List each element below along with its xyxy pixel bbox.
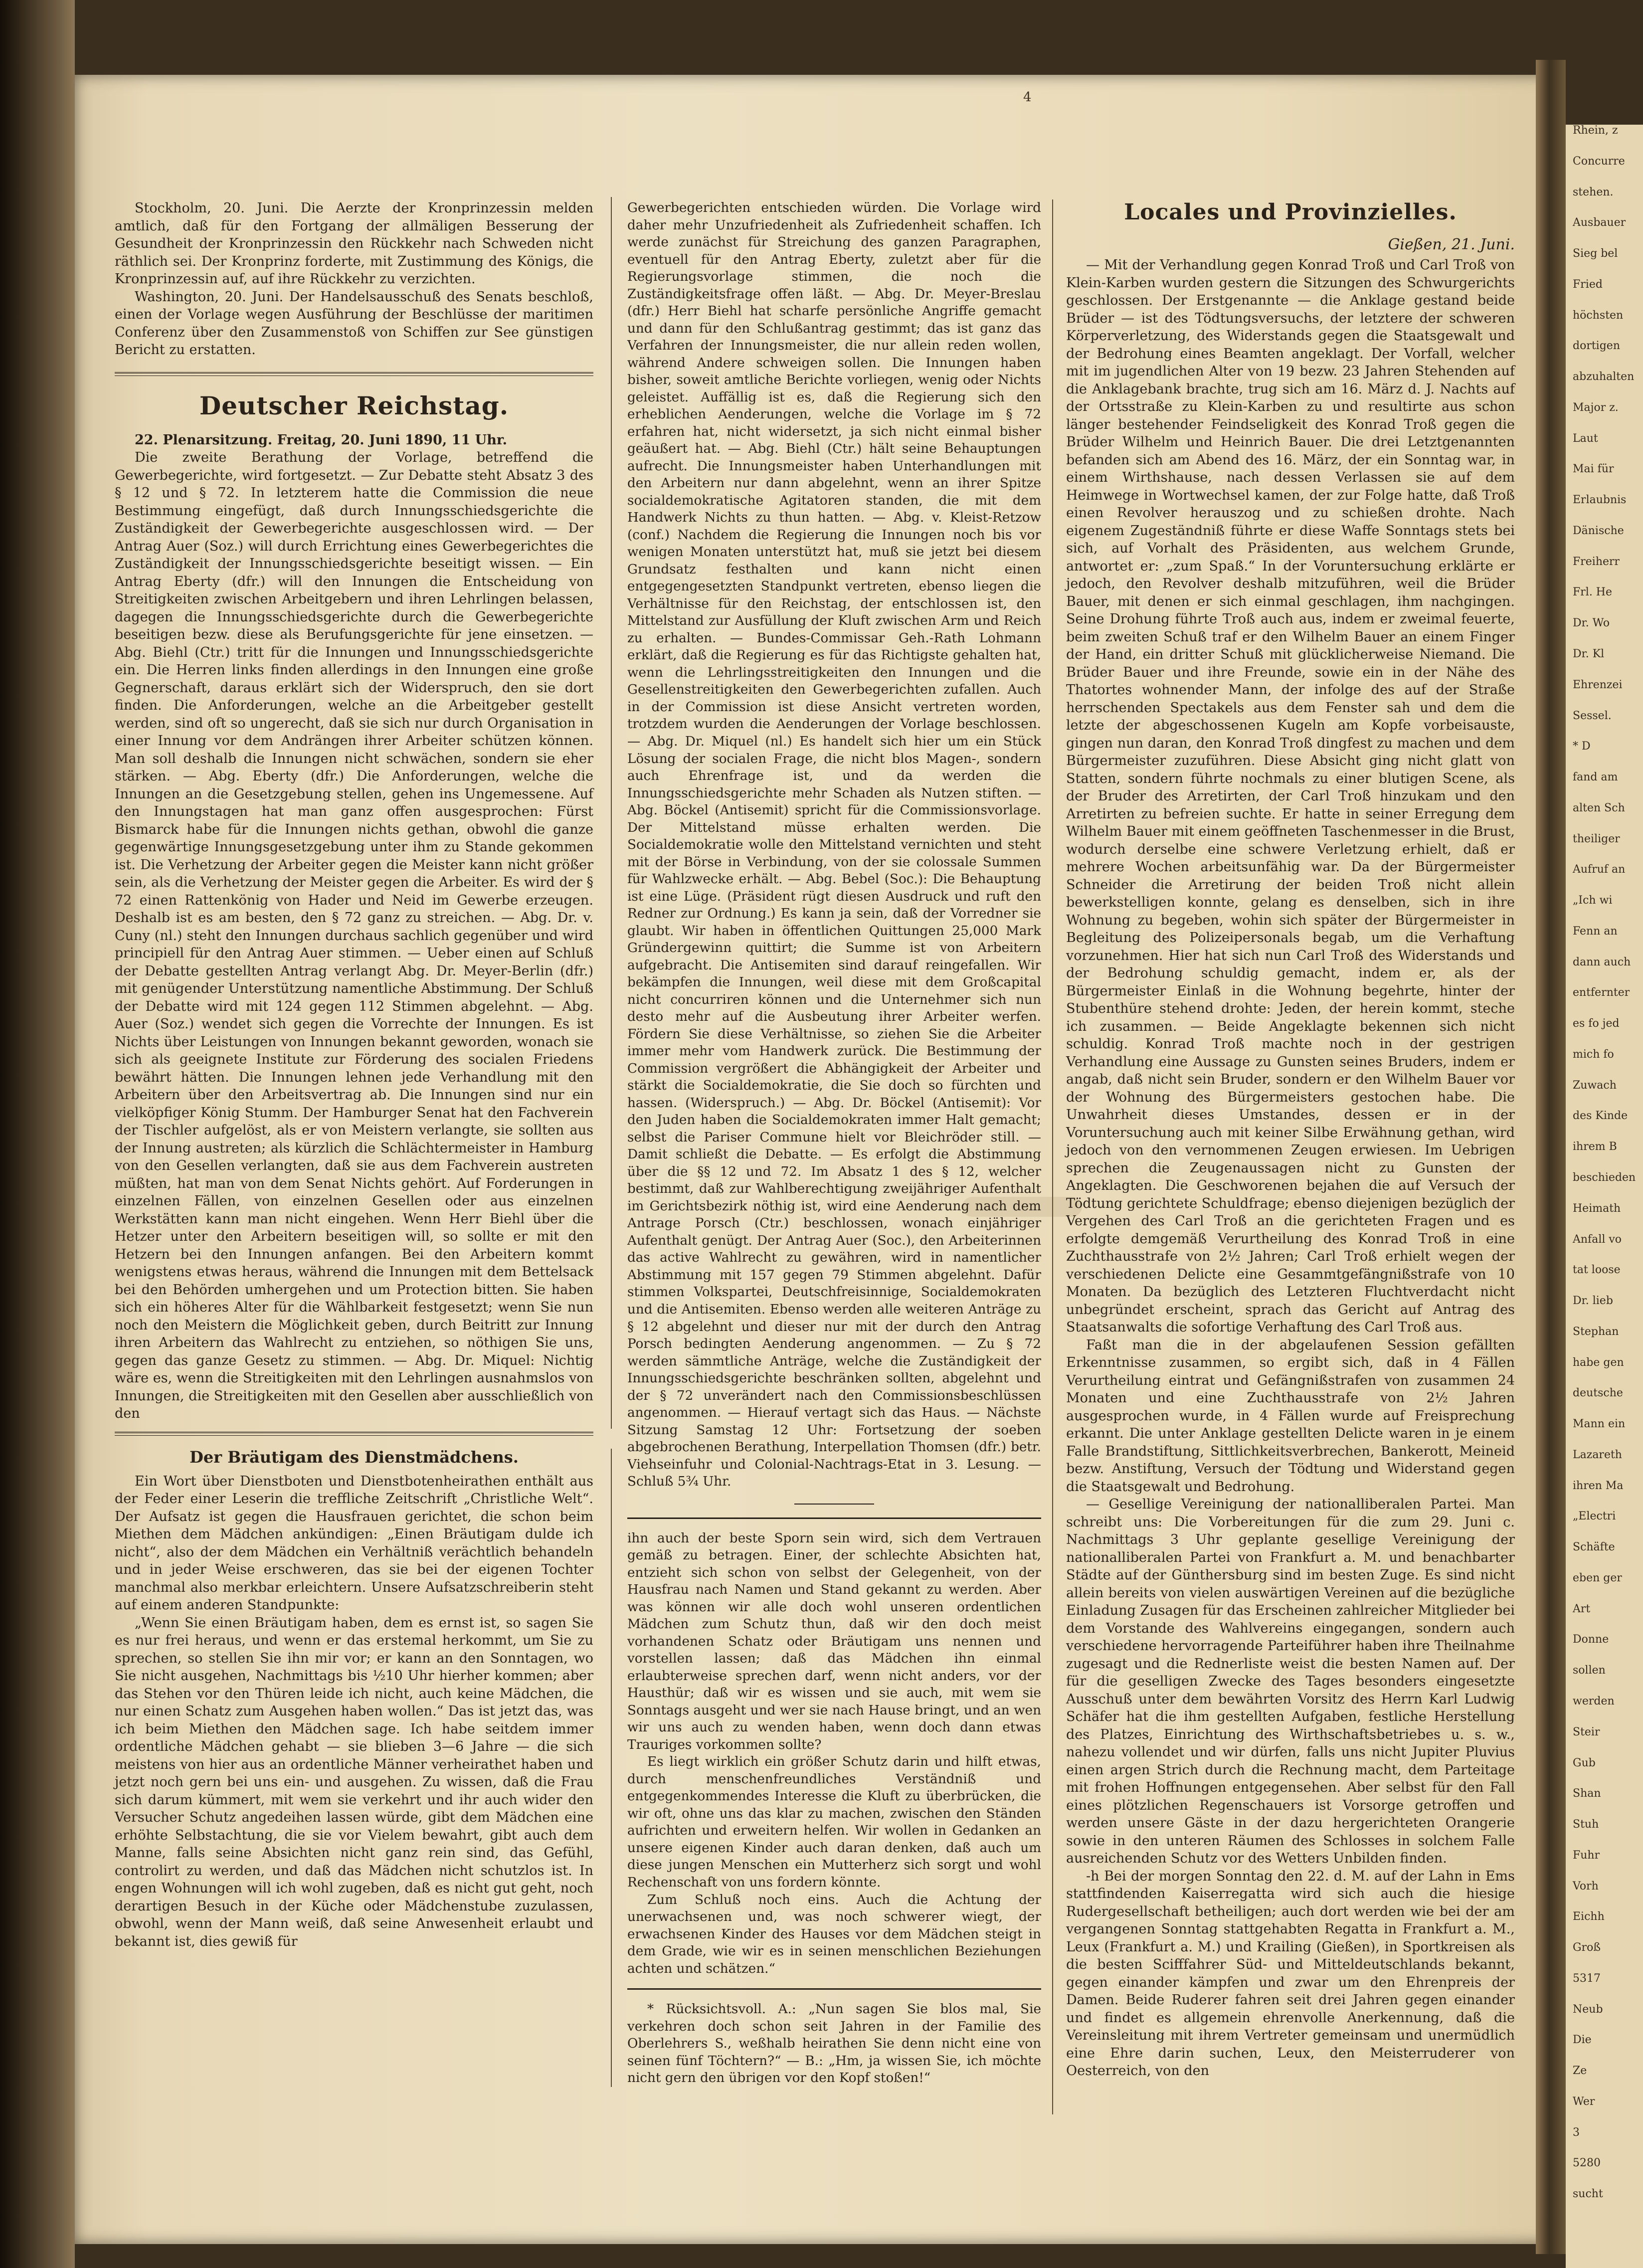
braeutigam-quote: „Wenn Sie einen Bräutigam haben, dem es ernst ist, so sagen Sie es nur frei heraus, und wenn er das erstemal herkommt, um Sie zu sprechen, so stellen Sie ihn mir vor; er kann an den Sonntagen, wo Sie nicht ausgehen, Nachmittags bis ½10 Uhr hierher kommen; aber das Stehen vor den Thüren leide ich nicht, auch keine Mädchen, die nur einen Schatz zum Ausgehen haben wollen.“ Das ist jetzt das, was ich beim Miethen den Mädchen sage. Ich habe seitdem immer ordentliche Mädchen gehabt — sie blieben 3—6 Jahre — die sich meistens von hier aus an ordentliche Männer verheirathet haben und jetzt noch gern bei uns ein- und ausgehen. Zu wissen, daß die Frau sich darum kümmert, mit wem sie verkehrt und ihr auch wider den Versucher Schutz angedeihen lassen würde, gibt dem Mädchen eine erhöhte Selbstachtung, die sie vor Vielem bewahrt, gibt auch dem Manne, falls seine Absichten nicht ganz rein sind, das Gefühl, controlirt zu werden, und daß das Mädchen nicht schutzlos ist. In engen Wohnungen will ich wohl zugeben, daß es nicht gut geht, noch derartigen Besuch in der Küche oder Mädchenstube zuzulassen, obwohl, wenn der Mann weiß, daß seine Anwesenheit erlaubt und bekannt ist, dies gewiß für [115, 1615, 593, 1949]
adjacent-page-line: Heimath [1573, 1202, 1621, 1215]
braeutigam-schluss: Zum Schluß noch eins. Auch die Achtung der unerwachsenen und, was noch schwerer wiegt, der erwachsenen Kinder des Hauses vor dem Mädchen steigt in dem Grade, wie wir es in seinen menschlichen Beziehungen achten und schätzen.“ [627, 1892, 1041, 1976]
adjacent-page-line: stehen. [1573, 186, 1614, 198]
adjacent-page-line: Aufruf an [1573, 863, 1626, 876]
adjacent-page-line: Eichh [1573, 1910, 1605, 1923]
adjacent-page-fragment [1566, 125, 1643, 2268]
column-1 [115, 199, 593, 1950]
adjacent-page-line: werden [1573, 1695, 1615, 1707]
article-schwurgericht: — Mit der Verhandlung gegen Konrad Troß und Carl Troß von Klein-Karben wurden gestern die Sitzungen des Schwurgerichts geschlossen. Der Erstgenannte — die Anklage gestand beide Brüder — ist des Tödtungsversuchs, der letztere der schweren Körperverletzung, des Widerstands gegen die Staatsgewalt und der Bedrohung eines Beamten angeklagt. Der Vorfall, welcher mit im jugendlichen Alter von 19 bezw. 23 Jahren Stehenden auf die Anklagebank brachte, trug sich am 16. März d. J. Nachts auf der Ortsstraße zu Klein-Karben zu und resultirte aus schon länger bestehender Feindseligkeit des Konrad Troß gegen die Brüder Wilhelm und Heinrich Bauer. Die drei Letztgenannten befanden sich am Abend des 16. März, der ein Sonntag war, in einem Wirthshause, nach dessen Verlassen sie auf dem Heimwege in Wortwechsel kamen, der zur Folge hatte, daß Troß einen Revolver herauszog und zu schießen drohte. Nach eigenem Zugeständniß führte er diese Waffe Sonntags stets bei sich, auf Vorhalt des Präsidenten, aus welchem Grunde, antwortet er: „zum Spaß.“ In der Voruntersuchung erklärte er jedoch, den Revolver deshalb mitzuführen, weil die Brüder Bauer, mit denen er sich einmal geschlagen, ihm nachgingen. Seine Drohung führte Troß auch aus, indem er zweimal feuerte, beim zweiten Schuß traf er den Wilhelm Bauer an einem Finger der Hand, ein dritter Schuß mit glücklicherweise Niemand. Die Brüder Bauer und ihre Freunde, sowie ein in der Nähe des Thatortes wohnender Mann, der infolge des auf der Straße herrschenden Spectakels aus dem Fenster sah und dem die letzte der abgeschossenen Kugeln am Kopfe vorbeisauste, gingen nun daran, den Konrad Troß dingfest zu machen und dem Bürgermeister zuzuführen. Diese Absicht ging nicht glatt von Statten, sondern führte nochmals zu einer blutigen Scene, als der Bruder des Arretirten, der Carl Troß hinzukam und den Arretirten zu befreien suchte. Er hatte in seiner Erregung dem Wilhelm Bauer mit einem geöffneten Taschenmesser in die Brust, wodurch derselbe eine schwere Verletzung erhielt, daß er mehrere Wochen arbeitsunfähig war. Da der Bürgermeister Schneider die Arretirung der beiden Troß nicht allein bewerkstelligen konnte, gelang es denselben, sich in ihre Wohnung zu begeben, wohin sich später der Bürgermeister in Begleitung des Polizeipersonals begab, um die Verhaftung vorzunehmen. Hier hat sich nun Carl Troß des Widerstands und der Bedrohung schuldig gemacht, indem er, als der Bürgermeister Einlaß in die Wohnung begehrte, hinter der Stubenthüre stehend drohte: Jeden, der herein kommt, steche ich zusammen. — Beide Angeklagte bekennen sich nicht schuldig. Konrad Troß machte noch in der gestrigen Verhandlung eine Aussage zu Gunsten seines Bruders, indem er angab, daß nicht sein Bruder, sondern er den Wilhelm Bauer vor der Wohnung des Bürgermeisters gestochen habe. Die Unwahrheit dieses Umstandes, dessen er in der Voruntersuchung auch mit keiner Silbe Erwähnung gethan, wird jedoch von den vernommenen Zeugen erwiesen. Im Uebrigen sprechen die Zeugenaussagen nicht zu Gunsten der Angeklagten. Die Geschworenen bejahen die auf Versuch der Tödtung gerichtete Schuldfrage; ebenso diejenigen bezüglich der Vergehen des Carl Troß an die gerichteten Fragen und es erfolgte demgemäß Verurtheilung des Konrad Troß in eine Zuchthausstrafe von 2½ Jahren; Carl Troß erhielt wegen der verschiedenen Delicte eine Gesammtgefängnißstrafe von 10 Monaten. Da bezüglich des Letzteren Fluchtverdacht nicht unbegründet erscheint, sprach das Gericht auf Antrag des Staatsanwalts die sofortige Verhaftung des Carl Troß aus. [1066, 257, 1515, 1335]
braeutigam-continued: ihn auch der beste Sporn sein wird, sich dem Vertrauen gemäß zu betragen. Einer, der schlechte Absichten hat, entzieht sich schon von selbst der Gelegenheit, von der Hausfrau nach Namen und Stand gekannt zu werden. Aber was können wir alle doch wohl unseren ordentlichen Mädchen zum Schutz thun, daß wir den doch meist vorhandenen Schatz oder Bräutigam uns nennen und vorstellen lassen; daß das Mädchen ihn einmal erlaubterweise sprechen darf, wenn nicht anders, vor der Hausthür; daß wir es wissen und sie auch, mit wem sie Sonntags ausgeht und wer sie nach Hause bringt, und an wen wir uns auch zu wenden haben, wenn doch dann etwas Trauriges vorkommen sollte? [627, 1530, 1041, 1752]
adjacent-page-line: Fuhr [1573, 1849, 1600, 1862]
adjacent-page-line: Laut [1573, 432, 1598, 445]
adjacent-page-line: sollen [1573, 1664, 1606, 1677]
column-2 [627, 199, 1041, 2087]
article-session-summary: Faßt man die in der abgelaufenen Session gefällten Erkenntnisse zusammen, so ergibt sich, daß in 4 Fällen Verurtheilung eintrat und Gefängnißstrafen von zusammen 24 Monaten und eine Zuchthausstrafe von 2½ Jahren ausgesprochen wurde, in 4 Fällen wurde auf Freisprechung erkannt. Die unter Anklage gestellten Delicte waren in je einem Falle Brandstiftung, Sittlichkeitsverbrechen, Bankerott, Meineid bezw. Anstiftung, Versuch der Tödtung und Widerstand gegen die Staatsgewalt und Bedrohung. [1066, 1337, 1515, 1495]
book-gutter [1536, 60, 1566, 2254]
reichstag-report-continued: Gewerbegerichten entschieden würden. Die Vorlage wird daher mehr Unzufriedenheit als Zufriedenheit schaffen. Ich werde zunächst für Streichung des ganzen Paragraphen, eventuell für den Antrag Eberty, zuletzt aber für die Regierungsvorlage stimmen, die noch die Zuständigkeitsfrage offen läßt. — Abg. Dr. Meyer-Breslau (dfr.) Herr Biehl hat scharfe persönliche Angriffe gemacht und dann für den Schlußantrag gestimmt; das ist ganz das Verfahren der Innungsmeister, die nur allein reden wollen, während Andere schweigen sollen. Die Innungen haben bisher, soweit amtliche Berichte vorliegen, wenig oder Nichts geleistet. Auffällig ist es, daß die Regierung sich den erheblichen Aenderungen, welche die Vorlage im § 72 erfahren hat, nicht widersetzt, ja sich nicht einmal bisher geäußert hat. — Abg. Biehl (Ctr.) hält seine Behauptungen aufrecht. Die Innungsmeister haben Unterhandlungen mit den Arbeitern nur dann abgelehnt, wenn an ihrer Spitze socialdemokratische Agitatoren standen, die mit dem Handwerk Nichts zu thun hatten. — Abg. v. Kleist-Retzow (conf.) Nachdem die Regierung die Innungen noch bis vor wenigen Monaten unterstützt hat, muß sie jetzt bei diesem Grundsatz festhalten und kann nicht einen entgegengesetzten Standpunkt vertreten, ebenso liegen die Verhältnisse für den Reichstag, der entschlossen ist, den Mittelstand zur Ausfüllung der Kluft zwischen Arm und Reich zu erhalten. — Bundes-Commissar Geh.-Rath Lohmann erklärt, daß die Regierung es für das Richtigste gehalten hat, wenn die Lehrlingsstreitigkeiten den Innungen und die Gesellenstreitigkeiten den Gewerbegerichten zufallen. Auch in der Commission ist diese Ansicht vertreten worden, trotzdem wurden die Aenderungen der Vorlage beschlossen. — Abg. Dr. Miquel (nl.) Es handelt sich hier um ein Stück Lösung der socialen Frage, die nicht blos Magen-, sondern auch Ehrenfrage ist, und da werden die Innungsschiedsgerichte mehr Schaden als Nutzen stiften. — Abg. Böckel (Antisemit) spricht für die Commissionsvorlage. Der Mittelstand müsse erhalten werden. Die Socialdemokratie wolle den Mittelstand vernichten und steht mit der Börse in Verbindung, von der sie colossale Summen für Wahlzwecke erhält. — Abg. Bebel (Soc.): Die Behauptung ist eine Lüge. (Präsident rügt diesen Ausdruck und ruft den Redner zur Ordnung.) Es kann ja sein, daß der Vorredner sie glaubt. Wir haben in öffentlichen Quittungen 25,000 Mark Gründergewinn quittirt; die Summe ist von Arbeitern aufgebracht. Die Antisemiten sind darauf reingefallen. Wir bekämpfen die Innungen, weil diese mit dem Großcapital nicht concurriren können und die Unternehmer sich nun desto mehr auf die Ausbeutung ihrer Arbeiter werfen. Fördern Sie diese Verhältnisse, so ziehen Sie die Arbeiter immer mehr vom Handwerk zurück. Die Bestimmung der Commission vergrößert die Abhängigkeit der Arbeiter und stärkt die Socialdemokratie, die Sie doch so fürchten und hassen. (Widerspruch.) — Abg. Dr. Böckel (Antisemit): Vor den Juden haben die Socialdemokraten immer Halt gemacht; selbst die Pariser Commune hielt vor Bleichröder still. — Damit schließt die Debatte. — Es erfolgt die Abstimmung über die §§ 12 und 72. Im Absatz 1 des § 12, welcher bestimmt, daß zur Wahlberechtigung zweijähriger Aufenthalt im Gerichtsbezirk nöthig ist, wird eine Aenderung nach dem Antrage Porsch (Ctr.) beschlossen, wonach einjähriger Aufenthalt genügt. Der Antrag Auer (Soc.), den Arbeiterinnen das active Wahlrecht zu gewähren, wird in namentlicher Abstimmung mit 157 gegen 79 Stimmen abgelehnt. Dafür stimmen Volkspartei, Deutschfreisinnige, Socialdemokraten und die Antisemiten. Ebenso werden alle weiteren Anträge zu § 12 abgelehnt und dieser nur mit der durch den Antrag Porsch bedingten Aenderung angenommen. — Zu § 72 werden sämmtliche Anträge, welche die Zuständigkeit der Innungsschiedsgerichte beschränken sollten, abgelehnt und der § 72 unverändert nach den Commissionsbeschlüssen angenommen. — Hierauf vertagt sich das Haus. — Nächste Sitzung Samstag 12 Uhr: Fortsetzung der soeben abgebrochenen Berathung, Interpellation Thomsen (dfr.) betr. Viehseinfuhr und Colonial-Nachtrags-Etat in 3. Lesung. — Schluß 5¾ Uhr. [627, 200, 1041, 1490]
adjacent-page-line: tat loose [1573, 1264, 1621, 1277]
adjacent-page-line: alten Sch [1573, 801, 1625, 814]
adjacent-page-line: Ehrenzei [1573, 678, 1623, 691]
article-stockholm: Stockholm, 20. Juni. Die Aerzte der Kronprinzessin melden amtlich, daß für den Fortgang der allmäligen Besserung der Gesundheit der Kronprinzessin den Rückkehr nach Schweden nicht räthlich sei. Der Kronprinz forderte, mit Zustimmung des Königs, die Kronprinzessin auf, auf ihre Rückkehr zu verzichten. [115, 200, 593, 287]
adjacent-page-line: Steir [1573, 1725, 1600, 1738]
adjacent-page-line: Mai für [1573, 463, 1614, 476]
adjacent-page-line: habe gen [1573, 1356, 1624, 1369]
adjacent-page-line: abzuhalten [1573, 371, 1635, 383]
adjacent-page-line: entfernter [1573, 986, 1630, 999]
adjacent-page-line: sucht [1573, 2188, 1603, 2201]
adjacent-page-line: Schäfte [1573, 1541, 1615, 1554]
adjacent-page-line: Vorh [1573, 1880, 1599, 1892]
adjacent-page-line: Mann ein [1573, 1418, 1626, 1431]
adjacent-page-line: Groß [1573, 1941, 1601, 1954]
adjacent-page-line: deutsche [1573, 1387, 1623, 1400]
article-kaiserregatta: -h Bei der morgen Sonntag den 22. d. M. auf der Lahn in Ems stattfindenden Kaiserregatta wird sich auch die hiesige Rudergesellschaft betheiligen; auch dort werden wie bei der am vergangenen Sonntag stattgehabten Regatta in Frankfurt a. M., Leux (Frankfurt a. M.) und Krailing (Gießen), in Sportkreisen als die besten Scifffahrer Süd- und Mitteldeutschlands bekannt, gegen einander kämpfen und zwar um den Ehrenpreis der Damen. Beide Ruderer fahren seit drei Jahren gegen einander und findet es allgemein ehrenvolle Anerkennung, daß die Vereinsleitung mit ihrem Vertreter gemeinsam und unermüdlich eine Ehre darin suchen, Leux, den Meisterruderer von Oesterreich, von den [1066, 1868, 1515, 2079]
adjacent-page-line: Concurre [1573, 155, 1625, 168]
adjacent-page-line: 3 [1573, 2126, 1580, 2139]
adjacent-page-line: dortigen [1573, 340, 1620, 353]
adjacent-page-line: Anfall vo [1573, 1233, 1622, 1246]
adjacent-page-line: höchsten [1573, 309, 1624, 322]
adjacent-page-line: fand am [1573, 771, 1618, 784]
column-rule-1 [611, 197, 612, 1429]
adjacent-page-line: Dänische [1573, 524, 1624, 537]
section-rule [115, 1432, 593, 1436]
adjacent-page-line: Zuwach [1573, 1079, 1617, 1092]
dateline: Gießen, 21. Juni. [1388, 236, 1515, 253]
section-rule [115, 372, 593, 376]
article-nationalliberale: — Gesellige Vereinigung der nationalliberalen Partei. Man schreibt uns: Die Vorbereitungen für die zum 29. Juni c. Nachmittags 3 Uhr geplante gesellige Vereinigung der nationalliberalen Partei von Frankfurt a. M. und benachbarter Städte auf der Günthersburg sind im besten Zuge. Es sind nicht allein bereits von vielen auswärtigen Vereinen auf die bezügliche Einladung Zusagen für das Erscheinen zahlreicher Mitglieder bei dem Vorstande des Wahlvereins eingegangen, sondern auch verschiedene hervorragende Parteiführer haben ihre Theilnahme zugesagt und die Rednerliste weist die besten Namen auf. Der für die geselligen Zwecke des Tages besonders eingesetzte Ausschuß unter dem bewährten Vorsitz des Herrn Karl Ludwig Schäfer hat die ihm gestellten Aufgaben, festliche Herstellung des Platzes, Einrichtung des Wirthschaftsbetriebes u. s. w., nahezu vollendet und wir dürfen, falls uns nicht Jupiter Pluvius einen argen Strich durch die Rechnung macht, dem Parteitage mit frohen Hoffnungen entgegensehen. Aber selbst für den Fall eines plötzlichen Regenschauers ist Vorsorge getroffen und werden unsere Gäste in der dazu hergerichteten Orangerie sowie in den unteren Räumen des Schlosses in solchem Falle ausreichenden Schutz vor des Wetters Unbilden finden. [1066, 1497, 1515, 1866]
adjacent-page-line: Sieg bel [1573, 247, 1618, 260]
adjacent-page-line: dann auch [1573, 955, 1631, 968]
adjacent-page-line: Dr. Kl [1573, 648, 1605, 660]
braeutigam-intro: Ein Wort über Dienstboten und Dienstbotenheirathen enthält aus der Feder einer Leserin die treffliche Zeitschrift „Christliche Welt“. Der Aufsatz ist gegen die Hausfrauen gerichtet, die schon beim Miethen dem Mädchen ankündigen: „Einen Bräutigam dulde ich nicht“, also der dem Mädchen ein Verhältniß verächtlich behandeln und in jeder Weise erschweren, das sie bei der eigenen Tochter manchmal also merkbar erleichtern. Unsere Aufsatzschreiberin steht auf einem anderen Standpunkte: [115, 1473, 593, 1613]
adjacent-page-line: Die [1573, 2034, 1592, 2047]
reichstag-heading: Deutscher Reichstag. [199, 390, 509, 420]
short-rule [794, 1504, 874, 1505]
adjacent-page-line: Stuh [1573, 1818, 1599, 1831]
adjacent-page-line: „Electri [1573, 1510, 1616, 1523]
adjacent-page-line: Art [1573, 1602, 1591, 1615]
adjacent-page-line: Donne [1573, 1633, 1609, 1646]
adjacent-page-line: Frl. He [1573, 586, 1613, 599]
adjacent-page-line: Sessel. [1573, 709, 1612, 722]
column-rule-1-lower [611, 1449, 612, 2087]
adjacent-page-line: Stephan [1573, 1325, 1619, 1338]
reichstag-report: Die zweite Berathung der Vorlage, betreffend die Gewerbegerichte, wird fortgesetzt. — Zur Debatte steht Absatz 3 des § 12 und § 72. In letzterem hatte die Commission die neue Bestimmung eingefügt, daß durch Innungsschiedsgerichte die Zuständigkeit der Gewerbegerichte ausgeschlossen wird. — Der Antrag Auer (Soz.) will durch Errichtung eines Gewerbegerichtes die Zuständigkeit der Innungsschiedsgerichte beseitigt wissen. — Ein Antrag Eberty (dfr.) will den Innungen die Entscheidung von Streitigkeiten zwischen Arbeitgebern und ihren Lehrlingen belassen, dagegen die Innungsschiedsgerichte durch die Gewerbegerichte beseitigen bezw. diese als Berufungsgerichte für jene einsetzen. — Abg. Biehl (Ctr.) tritt für die Innungen und Innungsschiedsgerichte ein. Die Herren links finden allerdings in den Innungen eine große Gegnerschaft, daraus erklärt sich der Widerspruch, den sie dort finden. Die Anforderungen, welche an die Arbeitgeber gestellt werden, sind oft so ungerecht, daß sie sich nur durch Organisation in einer Innung vor dem Andrängen ihrer Arbeiter schützen können. Man soll deshalb die Innungen nicht schwächen, sondern sie eher stärken. — Abg. Eberty (dfr.) Die Anforderungen, welche die Innungen an die Gesetzgebung stellen, gehen ins Ungemessene. Auf den Innungstagen hat man ganz offen ausgesprochen: Fürst Bismarck habe für die Innungen nichts gethan, obwohl die ganze gegenwärtige Innungsgesetzgebung unter ihm zu Stande gekommen ist. Die Verhetzung der Arbeiter gegen die Meister kann nicht größer sein, als die Verhetzung der Meister gegen die Arbeiter. Es wird der § 72 einen Rattenkönig von Hader und Neid im Gewerbe erzeugen. Deshalb ist es am besten, den § 72 ganz zu streichen. — Abg. Dr. v. Cuny (nl.) steht den Innungen durchaus sachlich gegenüber und wird principiell für den Antrag Auer stimmen. — Ueber einen auf Schluß der Debatte gestellten Antrag verlangt Abg. Dr. Meyer-Berlin (dfr.) mit genügender Unterstützung namentliche Abstimmung. Der Schluß der Debatte wird mit 124 gegen 112 Stimmen abgelehnt. — Abg. Auer (Soz.) wendet sich gegen die Vorrechte der Innungen. Es ist Nichts über Leistungen von Innungen bekannt geworden, wonach sie sich als geeignete Institute zur Förderung des socialen Friedens bewährt hätten. Die Innungen lehnen jede Verhandlung mit den Arbeitern über den Arbeitsvertrag ab. Die Innungen sind nur ein vielköpfiger König Stumm. Der Hamburger Senat hat den Fachverein der Tischler aufgelöst, als er von Meistern verlangte, sie sollten aus der Innung austreten; als kürzlich die Schlächtermeister in Hamburg von den Gesellen verlangten, daß sie aus dem Fachverein austreten müßten, hat man von dem Senat Nichts gehört. Auf Forderungen in einzelnen Fällen, von einzelnen Gesellen oder aus einzelnen Werkstätten kann man nicht eingehen. Wenn Herr Biehl über die Hetzer unter den Arbeitern beseitigen will, so sollte er mit den Hetzern bei den Innungen anfangen. Bei den Arbeitern kommt wenigstens etwas heraus, während die Innungen mit dem Bettelsack bei den Behörden umhergehen und um Protection bitten. Sie haben sich ein höheres Alter für die Wählbarkeit festgesetzt; wenn Sie nun noch den Meistern die Möglichkeit geben, durch Beitritt zur Innung ihren Arbeitern das Wahlrecht zu entziehen, so nöthigen Sie uns, gegen das ganze Gesetz zu stimmen. — Abg. Dr. Miquel: Nichtig wäre es, wenn die Streitigkeiten mit den Lehrlingen ausnahmslos von Innungen, die Streitigkeiten mit den Gesellen aber ausschließlich von den [115, 450, 593, 1421]
page-marker: 4 [1023, 90, 1032, 105]
adjacent-page-line: ihren Ma [1573, 1479, 1624, 1492]
adjacent-page-line: es fo jed [1573, 1017, 1620, 1030]
adjacent-page-line: Wer [1573, 2095, 1595, 2108]
locales-heading: Locales und Provinzielles. [1124, 199, 1457, 225]
adjacent-page-line: beschieden [1573, 1171, 1636, 1184]
adjacent-page-line: * D [1573, 740, 1591, 753]
adjacent-page-line: Ausbauer [1573, 216, 1626, 229]
column-rule-2 [1052, 199, 1053, 2114]
adjacent-page-line: Major z. [1573, 401, 1619, 414]
adjacent-page-line: Neub [1573, 2003, 1603, 2016]
adjacent-page-line: Fenn an [1573, 925, 1618, 938]
adjacent-page-line: Ze [1573, 2065, 1587, 2078]
section-rule [627, 1988, 1041, 1990]
section-rule [627, 1517, 1041, 1519]
adjacent-page-line: mich fo [1573, 1048, 1614, 1061]
adjacent-page-line: Dr. lieb [1573, 1295, 1613, 1308]
adjacent-page-line: Shan [1573, 1787, 1601, 1800]
adjacent-page-line: 5317 [1573, 1972, 1601, 1985]
column-3 [1066, 199, 1515, 2080]
adjacent-page-line: ihrem B [1573, 1140, 1617, 1153]
adjacent-page-line: Erlaubnis [1573, 494, 1627, 507]
braeutigam-schutz: Es liegt wirklich ein größer Schutz darin und hilft etwas, durch menschenfreundliches Verständniß und entgegenkommendes Interesse die Kluft zu überbrücken, die wir oft, ohne uns das klar zu machen, zwischen den Ständen aufrichten und erweitern helfen. Wir wollen in Gedanken an unsere eigenen Kinder auch daran denken, daß auch um diese jungen Menschen ein Mutterherz sich sorgt und wohl Rechenschaft von uns fordern könnte. [627, 1754, 1041, 1890]
article-washington: Washington, 20. Juni. Der Handelsausschuß des Senats beschloß, einen der Vorlage wegen Ausführung der Beschlüsse der maritimen Conferenz über den Zusammenstoß von Schiffen zur See günstigen Bericht zu erstatten. [115, 289, 593, 358]
adjacent-page-line: „Ich wi [1573, 894, 1613, 907]
anecdote-ruecksichtsvoll: * Rücksichtsvoll. A.: „Nun sagen Sie blos mal, Sie verkehren doch schon seit Jahren in der Familie des Oberlehrers S., weßhalb heirathen Sie denn nicht eine von seinen fünf Töchtern?“ — B.: „Hm, ja wissen Sie, ich möchte nicht gern den übrigen vor den Kopf stoßen!“ [627, 2002, 1041, 2086]
adjacent-page-line: Freiherr [1573, 555, 1620, 568]
adjacent-page-line: Fried [1573, 278, 1603, 291]
adjacent-page-line: Lazareth [1573, 1448, 1622, 1461]
adjacent-page-line: Gub [1573, 1756, 1596, 1769]
adjacent-page-line: theiliger [1573, 832, 1620, 845]
book-left-edge [0, 0, 75, 2268]
adjacent-page-line: des Kinde [1573, 1110, 1628, 1123]
adjacent-page-line: eben ger [1573, 1571, 1622, 1584]
braeutigam-heading: Der Bräutigam des Dienstmädchens. [189, 1447, 519, 1467]
adjacent-page-line: Dr. Wo [1573, 617, 1610, 630]
adjacent-page-line: Rhein, z [1573, 125, 1618, 137]
reichstag-session-line: 22. Plenarsitzung. Freitag, 20. Juni 1890, 11 Uhr. [135, 432, 507, 448]
adjacent-page-line: 5280 [1573, 2157, 1601, 2170]
